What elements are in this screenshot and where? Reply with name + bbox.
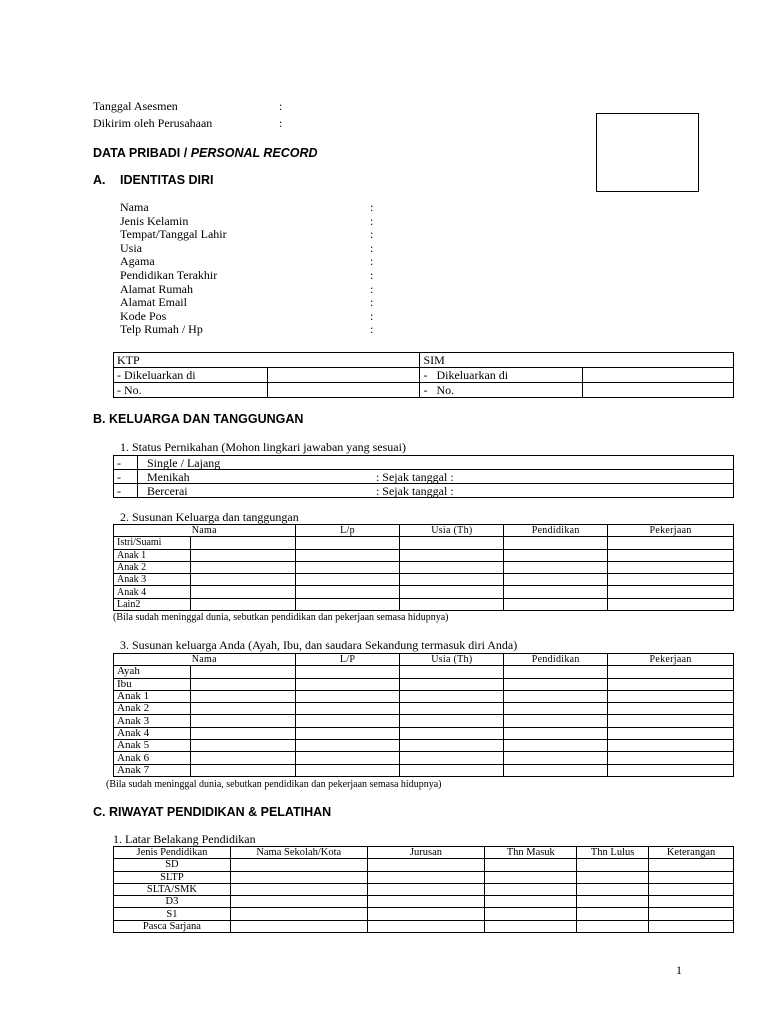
education-cell[interactable] <box>367 871 485 883</box>
education-row <box>114 883 734 895</box>
education-row <box>114 871 734 883</box>
education-cell[interactable] <box>485 859 577 871</box>
section-c-heading: C. RIWAYAT PENDIDIKAN & PELATIHAN <box>93 805 332 819</box>
education-header-nama-sekolah-kota: Nama Sekolah/Kota <box>230 847 367 859</box>
sim-header: SIM <box>420 353 734 368</box>
identity-field-label: Usia <box>120 240 142 255</box>
ktp-no-label: - No. <box>114 383 268 398</box>
family-origin-question: 3. Susunan keluarga Anda (Ayah, Ibu, dan saudara Sekandung termasuk diri Anda) <box>120 638 518 652</box>
ktp-issued-value[interactable] <box>267 368 420 383</box>
identity-field-label: Agama <box>120 254 155 269</box>
family-origin-cell[interactable] <box>190 764 295 776</box>
family-origin-header-l-p: L/P <box>295 654 400 666</box>
family-table <box>113 524 734 611</box>
education-cell[interactable] <box>649 920 734 932</box>
family-header-pekerjaan: Pekerjaan <box>608 525 734 537</box>
family-origin-cell[interactable] <box>295 752 400 764</box>
family-row <box>114 598 734 610</box>
identity-field-colon: : <box>370 213 374 228</box>
section-a-heading: IDENTITAS DIRI <box>120 173 214 187</box>
family-row <box>114 537 734 549</box>
education-cell[interactable] <box>649 908 734 920</box>
family-cell[interactable] <box>400 537 504 549</box>
education-cell[interactable] <box>367 883 485 895</box>
id-card-table <box>113 352 734 398</box>
family-origin-member-label: Anak 1 <box>114 690 191 702</box>
status-dash: - <box>114 470 138 484</box>
status-option[interactable] <box>137 470 733 484</box>
education-cell[interactable] <box>230 871 367 883</box>
identity-field-colon: : <box>370 308 374 323</box>
identity-field-colon: : <box>370 268 374 282</box>
status-dash: - <box>114 456 138 470</box>
family-origin-cell[interactable] <box>295 715 400 727</box>
education-row <box>114 908 734 920</box>
family-origin-cell[interactable] <box>400 690 504 702</box>
marital-status-table <box>113 455 734 498</box>
education-level: SLTA/SMK <box>114 883 231 895</box>
education-cell[interactable] <box>230 908 367 920</box>
education-cell[interactable] <box>577 859 649 871</box>
family-origin-cell[interactable] <box>400 764 504 776</box>
family-origin-member-label: Anak 6 <box>114 752 191 764</box>
sent-by-company-colon: : <box>279 116 283 130</box>
family-row <box>114 574 734 586</box>
sim-no-value[interactable] <box>583 383 734 398</box>
family-cell[interactable] <box>504 549 608 561</box>
status-since-date: : Sejak tanggal : <box>375 469 454 484</box>
family-origin-cell[interactable] <box>400 740 504 752</box>
family-origin-cell[interactable] <box>504 678 608 690</box>
status-label: Bercerai <box>146 483 188 498</box>
family-cell[interactable] <box>400 574 504 586</box>
family-row <box>114 561 734 573</box>
status-since-date: : Sejak tanggal : <box>375 483 454 498</box>
education-question: 1. Latar Belakang Pendidikan <box>113 832 256 846</box>
family-origin-cell[interactable] <box>400 752 504 764</box>
page-number: 1 <box>676 963 682 977</box>
education-header-jurusan: Jurusan <box>367 847 485 859</box>
education-cell[interactable] <box>230 920 367 932</box>
family-origin-cell[interactable] <box>295 764 400 776</box>
family-cell[interactable] <box>608 574 734 586</box>
family-origin-cell[interactable] <box>608 727 734 739</box>
education-cell[interactable] <box>485 896 577 908</box>
family-cell[interactable] <box>295 561 400 573</box>
identity-field-colon: : <box>370 200 374 214</box>
section-a-letter: A. <box>93 173 106 187</box>
page-title-italic: PERSONAL RECORD <box>190 146 318 160</box>
identity-field-colon: : <box>370 322 374 337</box>
family-origin-cell[interactable] <box>190 666 295 678</box>
identity-field-colon: : <box>370 281 374 296</box>
family-cell[interactable] <box>608 598 734 610</box>
identity-field-colon: : <box>370 254 374 269</box>
family-cell[interactable] <box>295 586 400 598</box>
family-origin-member-label: Ibu <box>114 678 191 690</box>
identity-field-label: Telp Rumah / Hp <box>120 322 203 337</box>
family-origin-cell[interactable] <box>190 690 295 702</box>
family-origin-member-label: Anak 7 <box>114 764 191 776</box>
family-origin-cell[interactable] <box>400 666 504 678</box>
family-origin-row <box>114 678 734 690</box>
family-origin-cell[interactable] <box>295 740 400 752</box>
family-member-label: Lain2 <box>114 598 191 610</box>
education-cell[interactable] <box>485 871 577 883</box>
education-cell[interactable] <box>649 871 734 883</box>
family-cell[interactable] <box>608 561 734 573</box>
family-cell[interactable] <box>608 549 734 561</box>
status-label: Menikah <box>146 469 190 484</box>
family-origin-cell[interactable] <box>608 740 734 752</box>
family-origin-cell[interactable] <box>608 752 734 764</box>
family-origin-cell[interactable] <box>504 740 608 752</box>
family-cell[interactable] <box>190 561 295 573</box>
identity-field-colon: : <box>370 240 374 255</box>
education-cell[interactable] <box>367 908 485 920</box>
marital-status-row[interactable] <box>114 470 734 484</box>
family-row <box>114 586 734 598</box>
family-origin-cell[interactable] <box>400 703 504 715</box>
page-title <box>93 146 318 160</box>
family-cell[interactable] <box>400 549 504 561</box>
photo-box <box>596 113 699 192</box>
family-origin-cell[interactable] <box>400 678 504 690</box>
identity-field-label: Pendidikan Terakhir <box>120 268 218 282</box>
sim-issued-label: - Dikeluarkan di <box>420 368 583 383</box>
status-dash: - <box>114 484 138 498</box>
education-table <box>113 846 734 933</box>
education-header-keterangan: Keterangan <box>649 847 734 859</box>
family-origin-cell[interactable] <box>295 703 400 715</box>
education-cell[interactable] <box>577 883 649 895</box>
section-b-heading: B. KELUARGA DAN TANGGUNGAN <box>93 412 304 426</box>
family-origin-row <box>114 703 734 715</box>
family-cell[interactable] <box>504 561 608 573</box>
family-origin-row <box>114 752 734 764</box>
family-origin-header-nama: Nama <box>114 654 296 666</box>
education-cell[interactable] <box>367 920 485 932</box>
education-cell[interactable] <box>649 883 734 895</box>
family-cell[interactable] <box>295 537 400 549</box>
family-origin-cell[interactable] <box>190 678 295 690</box>
family-origin-header-pekerjaan: Pekerjaan <box>608 654 734 666</box>
family-origin-row <box>114 690 734 702</box>
family-cell[interactable] <box>504 574 608 586</box>
family-cell[interactable] <box>504 537 608 549</box>
status-label: Single / Lajang <box>146 455 221 470</box>
family-cell[interactable] <box>190 549 295 561</box>
family-origin-member-label: Anak 2 <box>114 703 191 715</box>
education-level: SD <box>114 859 231 871</box>
family-origin-member-label: Anak 4 <box>114 727 191 739</box>
education-level: D3 <box>114 896 231 908</box>
family-header-pendidikan: Pendidikan <box>504 525 608 537</box>
family-origin-member-label: Ayah <box>114 666 191 678</box>
family-question: 2. Susunan Keluarga dan tanggungan <box>120 510 299 524</box>
family-origin-header-pendidikan: Pendidikan <box>504 654 608 666</box>
education-level: SLTP <box>114 871 231 883</box>
education-row <box>114 859 734 871</box>
family-origin-cell[interactable] <box>504 764 608 776</box>
status-option[interactable] <box>137 484 733 498</box>
identity-field-label: Jenis Kelamin <box>120 213 189 228</box>
education-cell[interactable] <box>230 896 367 908</box>
identity-field-label: Nama <box>120 200 149 214</box>
family-origin-row <box>114 727 734 739</box>
family-cell[interactable] <box>608 537 734 549</box>
family-origin-row <box>114 715 734 727</box>
family-cell[interactable] <box>608 586 734 598</box>
assessment-date-colon: : <box>279 99 283 113</box>
family-origin-cell[interactable] <box>295 727 400 739</box>
family-origin-note: (Bila sudah meninggal dunia, sebutkan pendidikan dan pekerjaan semasa hidupnya) <box>106 779 442 790</box>
family-origin-header-usia-th-: Usia (Th) <box>400 654 504 666</box>
identity-field-colon: : <box>370 295 374 310</box>
family-cell[interactable] <box>400 561 504 573</box>
family-origin-cell[interactable] <box>190 740 295 752</box>
family-member-label: Anak 4 <box>114 586 191 598</box>
identity-field-label: Tempat/Tanggal Lahir <box>120 227 227 242</box>
education-header-thn-lulus: Thn Lulus <box>577 847 649 859</box>
family-origin-cell[interactable] <box>190 703 295 715</box>
family-origin-row <box>114 666 734 678</box>
education-level: Pasca Sarjana <box>114 920 231 932</box>
status-option[interactable] <box>137 456 733 470</box>
family-origin-cell[interactable] <box>190 752 295 764</box>
education-level: S1 <box>114 908 231 920</box>
family-member-label: Anak 2 <box>114 561 191 573</box>
family-origin-cell[interactable] <box>295 690 400 702</box>
family-cell[interactable] <box>190 586 295 598</box>
marital-status-row[interactable] <box>114 484 734 498</box>
family-origin-cell[interactable] <box>400 727 504 739</box>
family-origin-cell[interactable] <box>295 666 400 678</box>
family-cell[interactable] <box>295 598 400 610</box>
marital-status-row[interactable] <box>114 456 734 470</box>
education-cell[interactable] <box>649 896 734 908</box>
family-header-nama: Nama <box>114 525 296 537</box>
identity-field-colon: : <box>370 227 374 242</box>
family-origin-member-label: Anak 5 <box>114 740 191 752</box>
family-origin-cell[interactable] <box>504 752 608 764</box>
family-member-label: Anak 1 <box>114 549 191 561</box>
education-cell[interactable] <box>485 908 577 920</box>
education-cell[interactable] <box>577 871 649 883</box>
family-origin-cell[interactable] <box>190 715 295 727</box>
family-row <box>114 549 734 561</box>
identity-field-label: Alamat Rumah <box>120 281 193 296</box>
family-cell[interactable] <box>400 586 504 598</box>
education-cell[interactable] <box>649 859 734 871</box>
ktp-header: KTP <box>114 353 420 368</box>
family-origin-cell[interactable] <box>608 764 734 776</box>
family-cell[interactable] <box>295 574 400 586</box>
family-origin-cell[interactable] <box>608 690 734 702</box>
family-origin-cell[interactable] <box>400 715 504 727</box>
family-origin-cell[interactable] <box>504 703 608 715</box>
family-origin-cell[interactable] <box>190 727 295 739</box>
education-cell[interactable] <box>367 896 485 908</box>
education-cell[interactable] <box>577 896 649 908</box>
marital-status-question: 1. Status Pernikahan (Mohon lingkari jawaban yang sesuai) <box>120 440 406 454</box>
education-cell[interactable] <box>367 859 485 871</box>
education-cell[interactable] <box>577 920 649 932</box>
education-cell[interactable] <box>577 908 649 920</box>
education-cell[interactable] <box>230 859 367 871</box>
family-cell[interactable] <box>295 549 400 561</box>
education-cell[interactable] <box>485 883 577 895</box>
family-origin-cell[interactable] <box>608 715 734 727</box>
ktp-issued-label: - Dikeluarkan di <box>114 368 268 383</box>
family-origin-cell[interactable] <box>504 727 608 739</box>
family-header-usia-th-: Usia (Th) <box>400 525 504 537</box>
sent-by-company-label: Dikirim oleh Perusahaan <box>93 116 213 130</box>
ktp-no-value[interactable] <box>267 383 420 398</box>
family-origin-row <box>114 764 734 776</box>
family-member-label: Anak 3 <box>114 574 191 586</box>
sim-no-label: - No. <box>420 383 583 398</box>
education-header-thn-masuk: Thn Masuk <box>485 847 577 859</box>
family-origin-cell[interactable] <box>504 666 608 678</box>
education-cell[interactable] <box>230 883 367 895</box>
identity-field-label: Kode Pos <box>120 308 167 323</box>
family-cell[interactable] <box>190 537 295 549</box>
family-member-label: Istri/Suami <box>114 537 191 549</box>
education-header-jenis-pendidikan: Jenis Pendidikan <box>114 847 231 859</box>
assessment-date-label: Tanggal Asesmen <box>93 99 178 113</box>
education-row <box>114 896 734 908</box>
family-origin-cell[interactable] <box>608 666 734 678</box>
family-note: (Bila sudah meninggal dunia, sebutkan pendidikan dan pekerjaan semasa hidupnya) <box>113 612 449 623</box>
family-origin-cell[interactable] <box>504 690 608 702</box>
family-origin-member-label: Anak 3 <box>114 715 191 727</box>
education-row <box>114 920 734 932</box>
family-header-l-p: L/p <box>295 525 400 537</box>
family-origin-row <box>114 740 734 752</box>
family-cell[interactable] <box>504 598 608 610</box>
family-origin-cell[interactable] <box>608 678 734 690</box>
education-cell[interactable] <box>485 920 577 932</box>
identity-field-label: Alamat Email <box>120 295 187 310</box>
family-cell[interactable] <box>190 574 295 586</box>
sim-issued-value[interactable] <box>583 368 734 383</box>
family-cell[interactable] <box>190 598 295 610</box>
family-origin-cell[interactable] <box>608 703 734 715</box>
family-origin-cell[interactable] <box>295 678 400 690</box>
page-title-main: DATA PRIBADI / <box>93 146 191 160</box>
family-cell[interactable] <box>504 586 608 598</box>
family-origin-cell[interactable] <box>504 715 608 727</box>
family-origin-table <box>113 653 734 777</box>
family-cell[interactable] <box>400 598 504 610</box>
